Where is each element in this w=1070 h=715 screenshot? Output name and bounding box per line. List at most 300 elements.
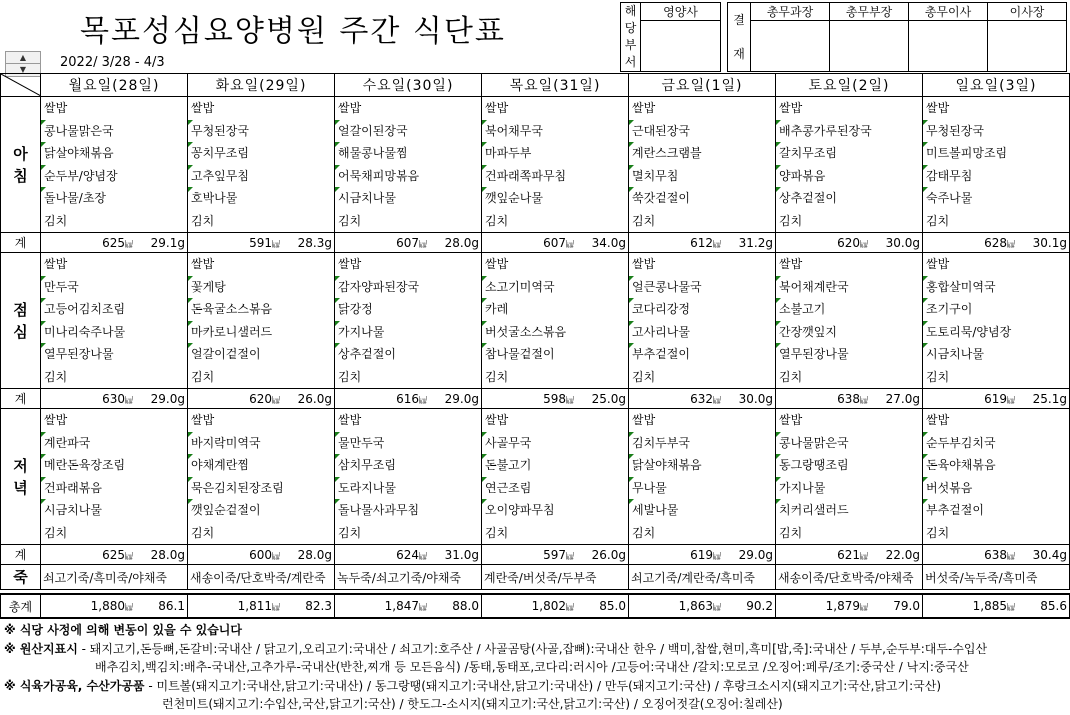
subtotal-cell [41,545,188,565]
protein-value: 25.1 [1032,391,1060,406]
kcal-unit: ㎉ [713,395,721,405]
protein-value: 86.1 [158,599,185,613]
day-header: 목요일(31일) [482,74,629,97]
signature-box[interactable] [909,21,988,72]
kcal-unit: ㎉ [272,239,280,249]
kcal-value: 624 [396,547,419,562]
kcal-value: 1,847 [384,599,419,613]
gram-unit: g [324,547,332,562]
menu-item: 쌀밥 [485,101,509,115]
kcal-unit: ㎉ [566,603,574,612]
kcal-unit: ㎉ [419,603,427,612]
menu-item: 배추콩가루된장국 [776,120,922,143]
breakfast-menu-cell [41,97,188,233]
department-label: 해 당 부 서 [621,3,641,72]
subtotal-cell [335,233,482,253]
gram-unit: g [618,235,626,250]
day-header: 화요일(29일) [188,74,335,97]
dinner-menu-cell [41,409,188,545]
grand-total-cell [776,594,923,618]
protein-value: 85.6 [1040,599,1067,613]
approval-col-header: 총무이사 [909,3,988,21]
processed-label-line [4,677,941,694]
kcal-value: 600 [249,547,272,562]
kcal-value: 1,802 [531,599,566,613]
gram-unit: g [618,547,626,562]
corner-cell [1,74,41,97]
protein-value: 29.0 [444,391,472,406]
kcal-value: 620 [837,235,860,250]
grand-total-cell [482,594,629,618]
menu-item: 오이양파무침 [482,499,628,522]
menu-item: 돈육야채볶음 [923,454,1069,477]
menu-item: 김치두부국 [629,432,775,455]
menu-item: 만두국 [41,276,187,299]
menu-item: 무청된장국 [188,120,334,143]
gram-unit: g [471,235,479,250]
menu-item: 돌나물/초장 [41,187,187,210]
spin-down-icon[interactable]: ▼ [19,65,27,74]
menu-item: 얼갈이겉절이 [188,343,334,366]
kcal-value: 1,880 [90,599,125,613]
processed-text-2: 런천미트(돼지고기:수입산,국산,닭고기:국산) / 핫도그-소시지(돼지고기:국산,닭고기:국산) / 오징어젓갈(오징어:칠레산) [162,697,783,711]
menu-item: 바지락미역국 [188,432,334,455]
kcal-unit: ㎉ [272,603,280,612]
kcal-unit: ㎉ [419,239,427,249]
gram-unit: g [471,391,479,406]
menu-item: 버섯굴소스볶음 [482,321,628,344]
lunch-menu-cell [923,253,1070,389]
approval-col-header: 총무부장 [830,3,909,21]
menu-item: 김치 [632,369,656,384]
protein-value: 28.0 [150,547,178,562]
origin-label-line [4,640,987,657]
menu-item: 쌀밥 [191,413,215,427]
menu-item: 조기구이 [923,298,1069,321]
subtotal-cell [482,545,629,565]
menu-item: 버섯볶음 [923,477,1069,500]
breakfast-menu-cell [335,97,482,233]
menu-item: 닭살야채볶음 [41,142,187,165]
menu-item: 부추겉절이 [923,499,1069,522]
subtotal-cell [188,389,335,409]
menu-item: 쌀밥 [779,101,803,115]
grand-total-cell [41,594,188,618]
protein-value: 82.3 [305,599,332,613]
grand-total-label: 총계 [1,594,41,618]
lunch-menu-cell [629,253,776,389]
menu-item: 가지나물 [335,321,481,344]
kcal-value: 1,863 [678,599,713,613]
day-header: 월요일(28일) [41,74,188,97]
protein-value: 25.0 [591,391,619,406]
subtotal-cell [188,233,335,253]
juk-cell: 새송이죽/단호박죽/계란죽 [188,565,335,590]
menu-item: 시금치나물 [923,343,1069,366]
gram-unit: g [1059,547,1067,562]
menu-item: 상추겉절이 [335,343,481,366]
menu-item: 감태무침 [923,165,1069,188]
kcal-unit: ㎉ [1007,239,1015,249]
day-header: 일요일(3일) [923,74,1070,97]
menu-item: 쌀밥 [191,101,215,115]
spin-up-icon[interactable]: ▲ [6,52,40,64]
menu-item: 쌀밥 [632,257,656,271]
menu-item: 세발나물 [629,499,775,522]
kcal-unit: ㎉ [860,395,868,405]
menu-item: 도라지나물 [335,477,481,500]
breakfast-menu-cell [776,97,923,233]
kcal-unit: ㎉ [125,603,133,612]
menu-item: 콩나물맑은국 [41,120,187,143]
juk-cell: 버섯죽/녹두죽/흑미죽 [923,565,1070,590]
kcal-value: 607 [396,235,419,250]
menu-item: 고사리나물 [629,321,775,344]
menu-item: 상추겉절이 [776,187,922,210]
protein-value: 29.1 [150,235,178,250]
menu-item: 열무된장나물 [41,343,187,366]
processed-text: - 미트볼(돼지고기:국내산,닭고기:국내산) / 동그랑땡(돼지고기:국내산,닭고기:국내산) / 만두(돼지고기:국산) / 후랑크소시지(돼지고기:국산,닭고기:국산) [144,679,942,693]
origin-label: ※ 원산지표시 [4,642,78,656]
dinner-menu-cell [629,409,776,545]
protein-value: 30.1 [1032,235,1060,250]
signature-box[interactable] [830,21,909,72]
kcal-value: 620 [249,391,272,406]
menu-item: 홍합살미역국 [923,276,1069,299]
menu-item: 해물콩나물찜 [335,142,481,165]
protein-value: 34.0 [591,235,619,250]
menu-item: 쌀밥 [632,413,656,427]
menu-item: 닭강정 [335,298,481,321]
menu-item: 순두부김치국 [923,432,1069,455]
menu-item: 마파두부 [482,142,628,165]
menu-item: 쌀밥 [338,413,362,427]
protein-value: 26.0 [591,547,619,562]
menu-item: 김치 [485,525,509,540]
subtotal-cell [482,233,629,253]
menu-item: 쌀밥 [44,101,68,115]
menu-item: 김치 [44,369,68,384]
menu-item: 무청된장국 [923,120,1069,143]
kcal-value: 619 [984,391,1007,406]
protein-value: 31.2 [738,235,766,250]
menu-item: 꽁치무조림 [188,142,334,165]
kcal-unit: ㎉ [125,239,133,249]
weekly-menu-table [0,73,1070,619]
kcal-unit: ㎉ [1007,551,1015,561]
origin-text: - 돼지고기,돈등뼈,돈갈비:국내산 / 닭고기,오리고기:국내산 / 쇠고기:호주산 / 사골곰탕(사골,잡뼈):국내산 한우 / 백미,찹쌀,현미,흑미[밥,죽]:국내산 / 두부,순두부:대두-수입산 [77,642,988,656]
meal-label-lunch: 점 심 [1,253,41,389]
menu-item: 미트볼피망조림 [923,142,1069,165]
protein-value: 79.0 [893,599,920,613]
diagonal-line-icon [1,74,41,96]
menu-item: 계란스크램블 [629,142,775,165]
juk-label: 죽 [1,565,41,590]
protein-value: 31.0 [444,547,472,562]
menu-item: 쌀밥 [191,257,215,271]
menu-item: 김치 [338,213,362,228]
subtotal-cell [776,233,923,253]
subtotal-cell [776,389,923,409]
lunch-menu-cell [188,253,335,389]
menu-item: 깻잎순나물 [482,187,628,210]
menu-item: 김치 [191,213,215,228]
origin-text-2: 배추김치,백김치:배추-국내산,고추가루-국내산(반찬,찌개 등 모든음식) /동태,동태포,코다리:러시아 /고등어:국내산 /갈치:모로코 /오징어:페루/조기:중국산 / 낙지:중국산 [95,660,969,674]
protein-value: 90.2 [746,599,773,613]
subtotal-cell [41,389,188,409]
menu-item: 사골무국 [482,432,628,455]
approval-col-header: 이사장 [988,3,1067,21]
menu-item: 고추잎무침 [188,165,334,188]
kcal-value: 591 [249,235,272,250]
gram-unit: g [177,547,185,562]
menu-item: 동그랑땡조림 [776,454,922,477]
protein-value: 30.4 [1032,547,1060,562]
menu-item: 쌀밥 [485,257,509,271]
menu-item: 가지나물 [776,477,922,500]
gram-unit: g [912,547,920,562]
menu-item: 쌀밥 [485,413,509,427]
menu-item: 김치 [779,525,803,540]
kcal-unit: ㎉ [272,395,280,405]
protein-value: 27.0 [885,391,913,406]
gram-unit: g [618,391,626,406]
menu-item: 북어채무국 [482,120,628,143]
dinner-menu-cell [482,409,629,545]
kcal-value: 628 [984,235,1007,250]
menu-item: 꽃게탕 [188,276,334,299]
day-header: 금요일(1일) [629,74,776,97]
kcal-value: 630 [102,391,125,406]
menu-item: 김치 [632,525,656,540]
kcal-value: 619 [690,547,713,562]
menu-item: 묵은김치된장조림 [188,477,334,500]
menu-item: 김치 [926,369,950,384]
subtotal-cell [923,389,1070,409]
juk-cell: 쇠고기죽/흑미죽/야채죽 [41,565,188,590]
dinner-menu-cell [776,409,923,545]
menu-item: 무나물 [629,477,775,500]
kcal-unit: ㎉ [713,551,721,561]
subtotal-cell [629,233,776,253]
kcal-value: 607 [543,235,566,250]
approval-box [727,2,1067,72]
kcal-unit: ㎉ [860,551,868,561]
menu-item: 닭살야채볶음 [629,454,775,477]
approval-col-header: 영양사 [641,3,721,21]
dinner-menu-cell [188,409,335,545]
gram-unit: g [177,235,185,250]
subtotal-cell [776,545,923,565]
breakfast-menu-cell [923,97,1070,233]
menu-item: 삼치무조림 [335,454,481,477]
subtotal-cell [188,545,335,565]
gram-unit: g [471,547,479,562]
menu-item: 시금치나물 [335,187,481,210]
menu-item: 물만두국 [335,432,481,455]
day-header: 토요일(2일) [776,74,923,97]
gram-unit: g [912,235,920,250]
kcal-unit: ㎉ [713,603,721,612]
lunch-menu-cell [41,253,188,389]
menu-item: 쌀밥 [779,413,803,427]
gram-unit: g [324,235,332,250]
kcal-unit: ㎉ [566,551,574,561]
menu-item: 김치 [191,369,215,384]
menu-item: 김치 [485,369,509,384]
kcal-value: 632 [690,391,713,406]
approval-col-header: 총무과장 [751,3,830,21]
menu-item: 치커리샐러드 [776,499,922,522]
subtotal-cell [335,545,482,565]
kcal-value: 1,885 [972,599,1007,613]
menu-item: 호박나물 [188,187,334,210]
juk-cell: 새송이죽/단호박죽/야채죽 [776,565,923,590]
menu-item: 마카로니샐러드 [188,321,334,344]
kcal-value: 638 [984,547,1007,562]
menu-item: 얼갈이된장국 [335,120,481,143]
subtotal-cell [923,233,1070,253]
kcal-unit: ㎉ [1007,603,1015,612]
protein-value: 28.0 [444,235,472,250]
menu-item: 쌀밥 [632,101,656,115]
kcal-unit: ㎉ [419,395,427,405]
protein-value: 30.0 [885,235,913,250]
menu-item: 도토리묵/양념장 [923,321,1069,344]
day-header: 수요일(30일) [335,74,482,97]
menu-item: 김치 [44,213,68,228]
breakfast-menu-cell [482,97,629,233]
subtotal-cell [335,389,482,409]
protein-value: 29.0 [738,547,766,562]
kcal-value: 1,811 [237,599,272,613]
lunch-menu-cell [776,253,923,389]
dinner-menu-cell [335,409,482,545]
protein-value: 88.0 [452,599,479,613]
department-approval-box [620,2,721,72]
signature-box[interactable] [751,21,830,72]
menu-item: 쌀밥 [338,101,362,115]
menu-item: 고등어김치조림 [41,298,187,321]
juk-cell: 쇠고기죽/계란죽/흑미죽 [629,565,776,590]
menu-item: 부추겉절이 [629,343,775,366]
signature-box[interactable] [641,21,721,72]
protein-value: 85.0 [599,599,626,613]
kcal-unit: ㎉ [125,395,133,405]
menu-item: 김치 [926,213,950,228]
menu-item: 건파래볶음 [41,477,187,500]
lunch-menu-cell [335,253,482,389]
kcal-value: 612 [690,235,713,250]
menu-item: 간장깻잎지 [776,321,922,344]
menu-item: 쌀밥 [338,257,362,271]
gram-unit: g [1059,235,1067,250]
kcal-value: 638 [837,391,860,406]
menu-item: 쌀밥 [926,257,950,271]
menu-item: 멸치무침 [629,165,775,188]
kcal-unit: ㎉ [713,239,721,249]
subtotal-label: 계 [1,545,41,565]
kcal-value: 616 [396,391,419,406]
menu-item: 소불고기 [776,298,922,321]
protein-value: 28.3 [297,235,325,250]
menu-item: 김치 [338,525,362,540]
meal-label-breakfast: 아 침 [1,97,41,233]
menu-item: 계란파국 [41,432,187,455]
breakfast-menu-cell [188,97,335,233]
menu-item: 쌀밥 [44,413,68,427]
date-range: 2022/ 3/28 - 4/3 [60,55,165,70]
menu-item: 근대된장국 [629,120,775,143]
lunch-menu-cell [482,253,629,389]
menu-item: 김치 [485,213,509,228]
menu-item: 양파볶음 [776,165,922,188]
menu-item: 쑥갓겉절이 [629,187,775,210]
approval-label: 결 재 [728,3,751,72]
menu-item: 북어채계란국 [776,276,922,299]
grand-total-cell [188,594,335,618]
menu-item: 돈육굴소스볶음 [188,298,334,321]
gram-unit: g [765,547,773,562]
page-title: 목포성심요양병원 주간 식단표 [80,14,506,49]
menu-item: 코다리강정 [629,298,775,321]
menu-item: 쌀밥 [926,413,950,427]
menu-item: 감자양파된장국 [335,276,481,299]
menu-item: 갈치무조림 [776,142,922,165]
protein-value: 28.0 [297,547,325,562]
gram-unit: g [912,391,920,406]
menu-item: 얼큰콩나물국 [629,276,775,299]
kcal-unit: ㎉ [566,395,574,405]
meal-label-dinner: 저 녁 [1,409,41,545]
gram-unit: g [765,391,773,406]
menu-item: 야채계란찜 [188,454,334,477]
notice-text: ※ 식당 사정에 의해 변동이 있을 수 있습니다 [4,623,242,637]
kcal-value: 1,879 [825,599,860,613]
menu-item: 숙주나물 [923,187,1069,210]
menu-item: 김치 [44,525,68,540]
kcal-value: 597 [543,547,566,562]
kcal-value: 625 [102,235,125,250]
menu-item: 콩나물맑은국 [776,432,922,455]
menu-item: 김치 [632,213,656,228]
menu-item: 연근조림 [482,477,628,500]
menu-item: 김치 [779,369,803,384]
signature-box[interactable] [988,21,1067,72]
menu-item: 어묵채피망볶음 [335,165,481,188]
subtotal-cell [629,545,776,565]
kcal-unit: ㎉ [419,551,427,561]
kcal-unit: ㎉ [566,239,574,249]
kcal-unit: ㎉ [860,603,868,612]
subtotal-cell [923,545,1070,565]
kcal-unit: ㎉ [272,551,280,561]
menu-item: 쌀밥 [926,101,950,115]
menu-item: 건파래쪽파무침 [482,165,628,188]
kcal-value: 625 [102,547,125,562]
subtotal-label: 계 [1,233,41,253]
processed-label: ※ 식육가공육, 수산가공품 [4,679,145,693]
protein-value: 26.0 [297,391,325,406]
grand-total-cell [629,594,776,618]
kcal-unit: ㎉ [1007,395,1015,405]
menu-item: 순두부/양념장 [41,165,187,188]
dinner-menu-cell [923,409,1070,545]
menu-item: 김치 [779,213,803,228]
juk-cell: 계란죽/버섯죽/두부죽 [482,565,629,590]
menu-item: 쌀밥 [44,257,68,271]
menu-item: 메란돈육장조림 [41,454,187,477]
